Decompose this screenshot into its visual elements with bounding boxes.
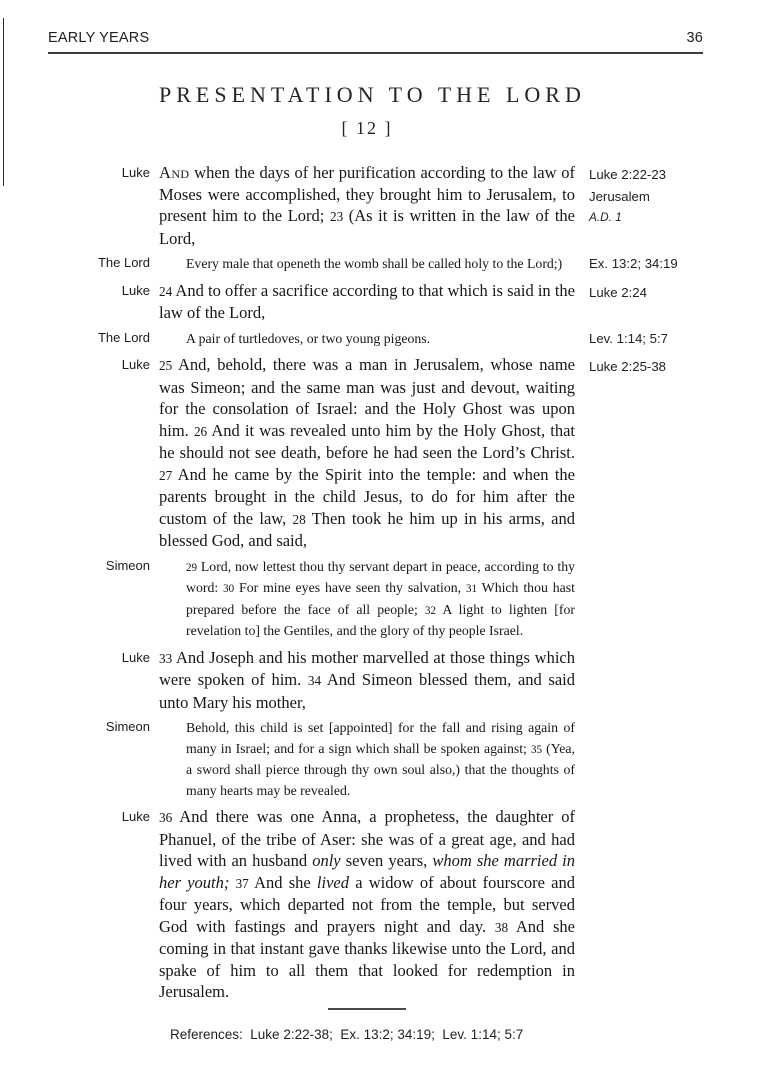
margin-reference: Lev. 1:14; 5:7 xyxy=(589,330,668,346)
passage-text xyxy=(159,647,589,714)
text-segment: a widow of about fourscore and four years, which departed not from the temple, but served God with fastings and prayers night and day. xyxy=(159,872,576,936)
text-segment: (As it is written in the law of the Lord, xyxy=(159,206,575,248)
margin-reference: Jerusalem xyxy=(589,188,650,204)
speaker-label: Luke xyxy=(121,809,150,824)
margin-reference: A.D. 1 xyxy=(589,210,622,224)
chapter-title: PRESENTATION TO THE LORD xyxy=(159,82,586,107)
margin-references xyxy=(589,254,733,275)
verse-number: 29 xyxy=(186,561,198,574)
speaker-label: The Lord xyxy=(97,255,150,270)
verse-number: 34 xyxy=(307,673,322,688)
text-segment: Lord, now lettest thou thy servant depart in peace, according to thy word: xyxy=(186,558,575,595)
margin-references xyxy=(589,329,733,350)
verse-number: 31 xyxy=(466,583,478,595)
text-segment: And there was one Anna, a prophetess, the daughter of Phanuel, of the tribe of Aser: she was of a great age, and had lived with an husband xyxy=(159,807,575,870)
speaker-label: Simeon xyxy=(105,719,150,734)
speaker-label: Luke xyxy=(121,165,150,180)
passage-text xyxy=(159,329,589,350)
verse-number: 25 xyxy=(159,358,173,373)
verse-number: 27 xyxy=(159,467,173,483)
text-segment: And to offer a sacrifice according to that which is said in the law of the Lord, xyxy=(159,280,575,322)
text-segment: lived xyxy=(316,872,349,892)
passage-row xyxy=(47,354,733,552)
verse-number: 24 xyxy=(159,283,173,299)
text-segment: Which thou hast prepared before the face of all people; xyxy=(186,580,575,617)
passage-text xyxy=(159,557,589,642)
verse-number: 38 xyxy=(494,919,509,935)
passage-text xyxy=(159,354,589,552)
text-segment: seven years, xyxy=(340,851,433,870)
margin-reference: Luke 2:22-23 xyxy=(589,167,666,182)
passage-text xyxy=(159,280,589,324)
text-segment: For mine eyes have seen thy salvation, xyxy=(234,580,466,595)
passage-text xyxy=(159,254,589,275)
text-segment: And Simeon blessed them, and said unto Mary his mother, xyxy=(159,670,575,712)
page-number: 36 xyxy=(686,30,703,46)
passage-text xyxy=(159,806,589,1003)
divider-rule xyxy=(328,1008,406,1010)
passage-row xyxy=(47,254,733,275)
margin-references xyxy=(589,647,733,714)
text-segment: And it was revealed unto him by the Holy Ghost, that he should not see death, before he had seen the Lord’s Christ. xyxy=(159,420,576,462)
speaker-label: Luke xyxy=(121,649,150,665)
passages xyxy=(47,162,733,1042)
text-segment: Behold, this child is set [appointed] for the fall and rising again of many in Israel; and for a sign which shall be spoken against; xyxy=(186,720,575,756)
text-segment: And, behold, there was a man in Jerusalem, whose name was Simeon; and the same man was just and devout, waiting for the consolation of Israel: and the Holy Ghost was upon him. xyxy=(159,355,575,440)
speaker-label: Luke xyxy=(121,357,150,372)
speaker-label: Luke xyxy=(121,282,150,298)
text-segment: (Yea, a sword shall pierce through thy own soul also,) that the thoughts of many hearts may be revealed. xyxy=(186,740,575,798)
text-segment: And she xyxy=(248,872,317,892)
verse-number: 26 xyxy=(193,423,208,439)
text-segment: Then took he him up in his arms, and blessed God, and said, xyxy=(159,508,575,550)
verse-number: 36 xyxy=(159,810,173,825)
margin-references xyxy=(589,354,733,552)
text-segment: only xyxy=(312,851,341,870)
text-segment: And xyxy=(159,163,190,182)
running-header-title: EARLY YEARS xyxy=(48,30,150,46)
speaker-label: The Lord xyxy=(97,329,150,345)
verse-number: 23 xyxy=(329,209,344,224)
verse-number: 37 xyxy=(235,875,249,891)
passage-row xyxy=(47,280,733,324)
margin-references xyxy=(589,718,733,801)
verse-number: 28 xyxy=(292,511,306,527)
passage-row xyxy=(47,329,733,350)
verse-number: 32 xyxy=(424,604,436,617)
verse-number: 33 xyxy=(159,650,173,666)
title-block xyxy=(159,82,586,139)
text-segment: A pair of turtledoves, or two young pigeons. xyxy=(186,330,431,346)
text-segment: A light to lighten [for revelation to] the Gentiles, and the glory of thy people Israel. xyxy=(186,601,575,638)
running-header xyxy=(48,30,703,54)
margin-reference: Luke 2:25-38 xyxy=(589,359,666,374)
margin-references xyxy=(589,162,733,249)
text-segment: Every male that openeth the womb shall be called holy to the Lord;) xyxy=(186,256,563,271)
passage-text xyxy=(159,718,589,801)
passage-row xyxy=(47,647,733,714)
scan-artifact-line xyxy=(3,18,4,186)
text-segment: And he came by the Spirit into the temple: and when the parents brought in the child Jesus, to do for him after the custom of the law, xyxy=(159,464,575,528)
passage-row xyxy=(47,557,733,642)
passage-text xyxy=(159,162,589,249)
section-number: [ 12 ] xyxy=(341,118,393,138)
verse-number: 30 xyxy=(223,583,235,595)
margin-references xyxy=(589,806,733,1003)
references-line: References: Luke 2:22-38; Ex. 13:2; 34:19; Lev. 1:14; 5:7 xyxy=(170,1026,524,1042)
passage-row xyxy=(47,718,733,801)
passage-row xyxy=(47,806,733,1003)
verse-number: 35 xyxy=(530,743,543,756)
speaker-label: Simeon xyxy=(105,557,150,573)
passage-row xyxy=(47,162,733,249)
margin-references xyxy=(589,280,733,324)
margin-reference: Luke 2:24 xyxy=(589,284,647,300)
text-segment: whom she married in her youth; xyxy=(159,851,575,892)
text-segment: And Joseph and his mother marvelled at those things which were spoken of him. xyxy=(159,647,575,689)
text-segment: And she coming in that instant gave thanks likewise unto the Lord, and spake of him to all them that looked for redemption in Jerusalem. xyxy=(159,916,575,1001)
text-segment: when the days of her purification according to the law of Moses were accomplished, they brought him to Jerusalem, to present him to the Lord; xyxy=(159,163,575,225)
margin-reference: Ex. 13:2; 34:19 xyxy=(589,256,678,271)
margin-references xyxy=(589,557,733,642)
